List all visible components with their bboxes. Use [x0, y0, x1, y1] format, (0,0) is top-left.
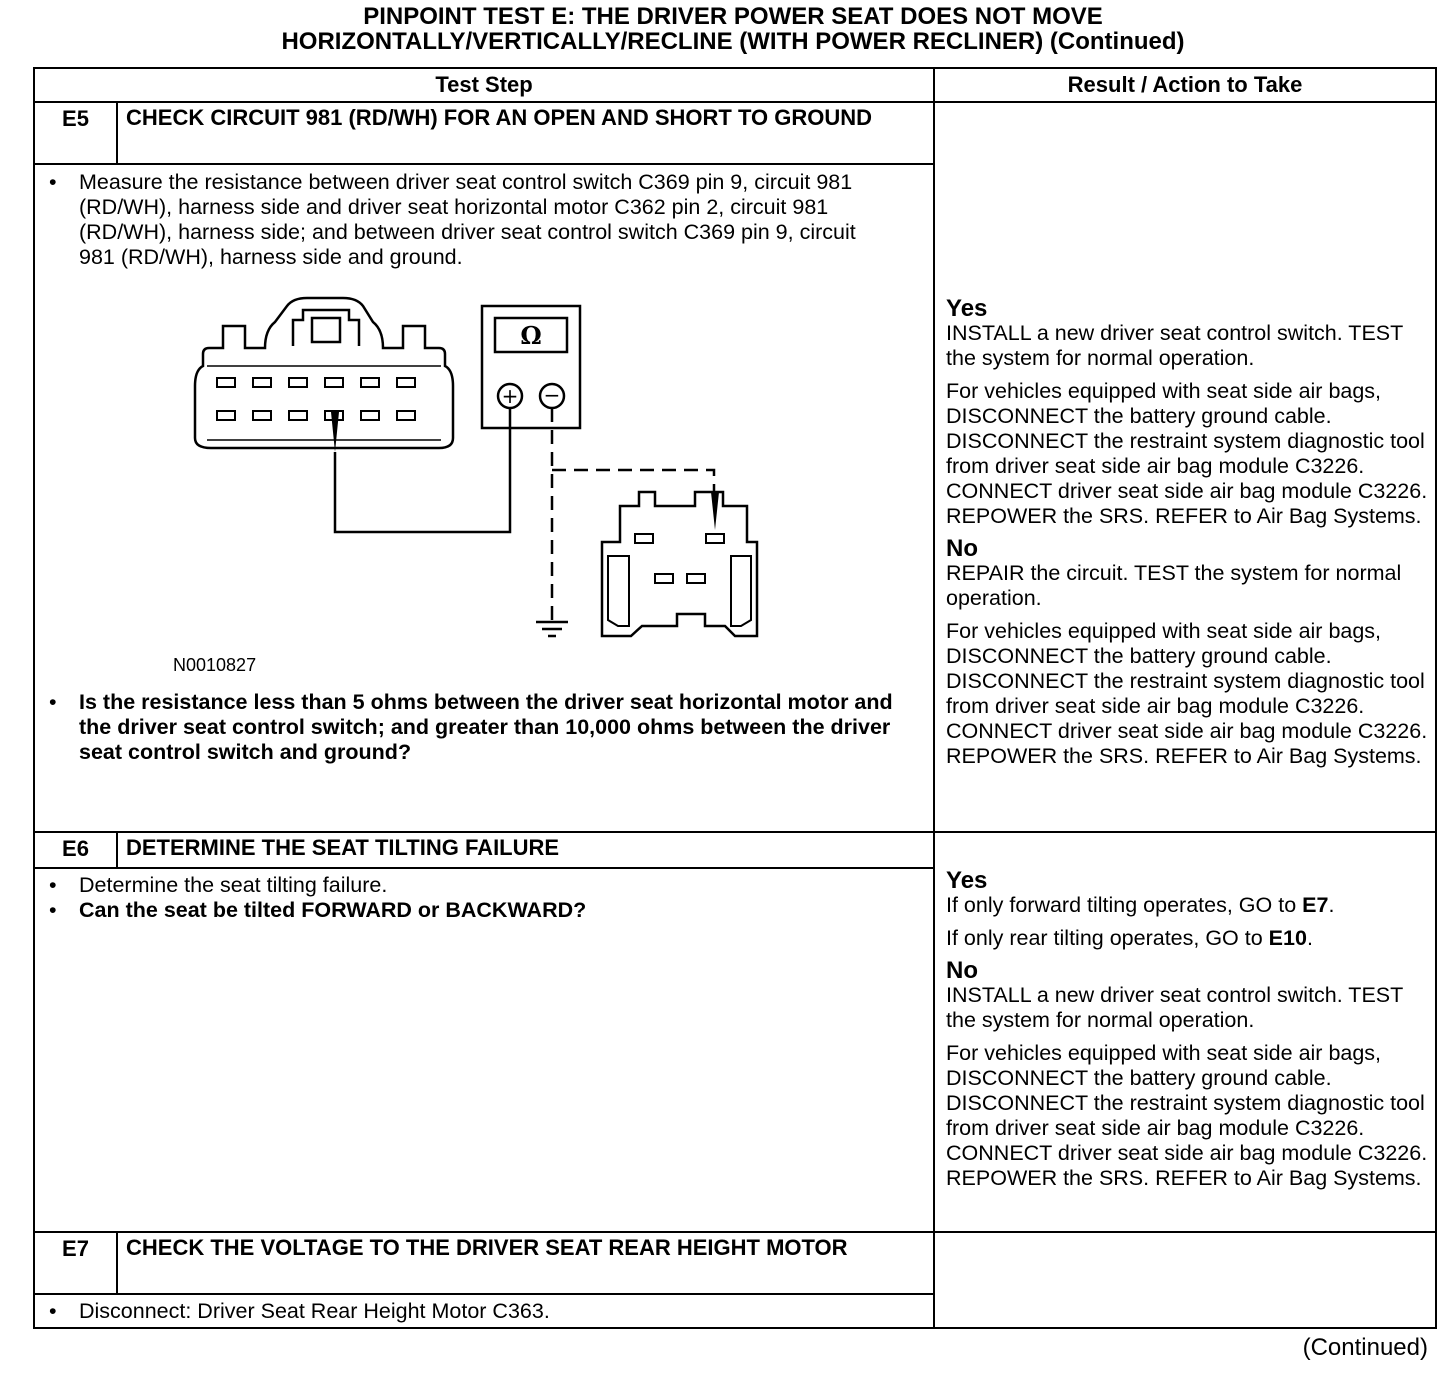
- e5-yes-label: Yes: [946, 295, 988, 322]
- e6-no-note: For vehicles equipped with seat side air bags, DISCONNECT the battery ground cable. DISCONNECT the restraint system diagnostic tool from driver seat side air bag module C3226. CONNECT driver seat side air bag module C3226. REPOWER the SRS. REFER to Air Bag Systems.: [946, 1041, 1428, 1190]
- e6-yes-rear: If only rear tilting operates, GO to E10.: [946, 926, 1313, 950]
- e6-step-id: E6: [34, 832, 117, 868]
- e6-step-title: DETERMINE THE SEAT TILTING FAILURE: [117, 832, 934, 868]
- e5-no-action: REPAIR the circuit. TEST the system for normal operation.: [946, 561, 1402, 610]
- e6-question: • Can the seat be tilted FORWARD or BACKWARD?: [49, 898, 587, 922]
- header-result-action: Result / Action to Take: [934, 68, 1436, 102]
- e6-result-cell: [934, 832, 1436, 1232]
- bullet: •: [49, 690, 57, 714]
- e6-step-1: • Determine the seat tilting failure.: [49, 873, 388, 897]
- e6-no-label: No: [946, 957, 979, 984]
- e7-step-id: E7: [34, 1232, 117, 1294]
- negative-lead-motor: [552, 470, 714, 492]
- title-line-2: HORIZONTALLY/VERTICALLY/RECLINE (WITH POWER RECLINER) (Continued): [281, 28, 1185, 55]
- bullet: •: [49, 873, 57, 897]
- title-line-1: PINPOINT TEST E: THE DRIVER POWER SEAT DOES NOT MOVE: [363, 3, 1103, 30]
- e6-yes-label: Yes: [946, 867, 988, 894]
- switch-connector-latch: [293, 310, 359, 346]
- e5-step-1: • Measure the resistance between driver seat control switch C369 pin 9, circuit 981 (RD/WH), harness side and driver seat horizontal motor C362 pin 2, circuit 981 (RD/WH), harness side; and between driver seat control switch C369 pin 9, circuit 981 (RD/WH), harness side and ground.: [49, 170, 856, 269]
- motor-probe: [711, 492, 719, 530]
- minus-terminal-icon: −: [543, 383, 561, 407]
- page-title: [0, 4, 1456, 54]
- positive-lead: [335, 408, 510, 532]
- e5-title-row: [34, 102, 1436, 164]
- e7-step-title: CHECK THE VOLTAGE TO THE DRIVER SEAT REAR HEIGHT MOTOR: [117, 1232, 934, 1294]
- figure-id: N0010827: [173, 655, 257, 675]
- e5-body: [34, 164, 934, 832]
- e6-no-action: INSTALL a new driver seat control switch. TEST the system for normal operation.: [946, 983, 1403, 1032]
- e5-step-title: CHECK CIRCUIT 981 (RD/WH) FOR AN OPEN AND SHORT TO GROUND: [117, 102, 934, 164]
- e5-no-note: For vehicles equipped with seat side air bags, DISCONNECT the battery ground cable. DISCONNECT the restraint system diagnostic tool from driver seat side air bag module C3226. CONNECT driver seat side air bag module C3226. REPOWER the SRS. REFER to Air Bag Systems.: [946, 619, 1428, 768]
- e5-test-diagram: [35, 270, 933, 690]
- e5-yes-note: For vehicles equipped with seat side air bags, DISCONNECT the battery ground cable. DISCONNECT the restraint system diagnostic tool from driver seat side air bag module C3226. CONNECT driver seat side air bag module C3226. REPOWER the SRS. REFER to Air Bag Systems.: [946, 379, 1428, 528]
- motor-connector: [602, 492, 757, 636]
- e6-title-row: [34, 832, 1436, 868]
- e5-result-cell: [934, 102, 1436, 832]
- switch-connector-outline: [195, 298, 453, 448]
- wiring-diagram: [35, 270, 935, 690]
- e5-question: • Is the resistance less than 5 ohms between the driver seat horizontal motor and the driver seat control switch; and greater than 10,000 ohms between the driver seat control switch and ground?: [49, 690, 893, 764]
- plus-terminal-icon: +: [501, 384, 519, 408]
- ground-icon: [536, 622, 568, 636]
- bullet: •: [49, 1299, 57, 1323]
- e5-no-label: No: [946, 535, 979, 562]
- e6-yes-forward: If only forward tilting operates, GO to E7.: [946, 893, 1335, 917]
- e6-body: [34, 868, 934, 1232]
- table-header-row: [34, 68, 1436, 102]
- continued-label: (Continued): [1302, 1334, 1428, 1361]
- bullet: •: [49, 898, 57, 922]
- header-test-step: Test Step: [34, 68, 934, 102]
- e7-body: [34, 1294, 934, 1328]
- switch-probe: [331, 412, 339, 452]
- e7-title-row: [34, 1232, 1436, 1294]
- e5-yes-action: INSTALL a new driver seat control switch. TEST the system for normal operation.: [946, 321, 1403, 370]
- pinpoint-test-table: [33, 67, 1437, 1329]
- e7-result-cell: [934, 1232, 1436, 1328]
- ohm-symbol: Ω: [520, 321, 542, 350]
- bullet: •: [49, 170, 57, 194]
- e5-step-id: E5: [34, 102, 117, 164]
- e7-step-1: • Disconnect: Driver Seat Rear Height Motor C363.: [49, 1299, 550, 1323]
- switch-connector-pins: [217, 378, 415, 420]
